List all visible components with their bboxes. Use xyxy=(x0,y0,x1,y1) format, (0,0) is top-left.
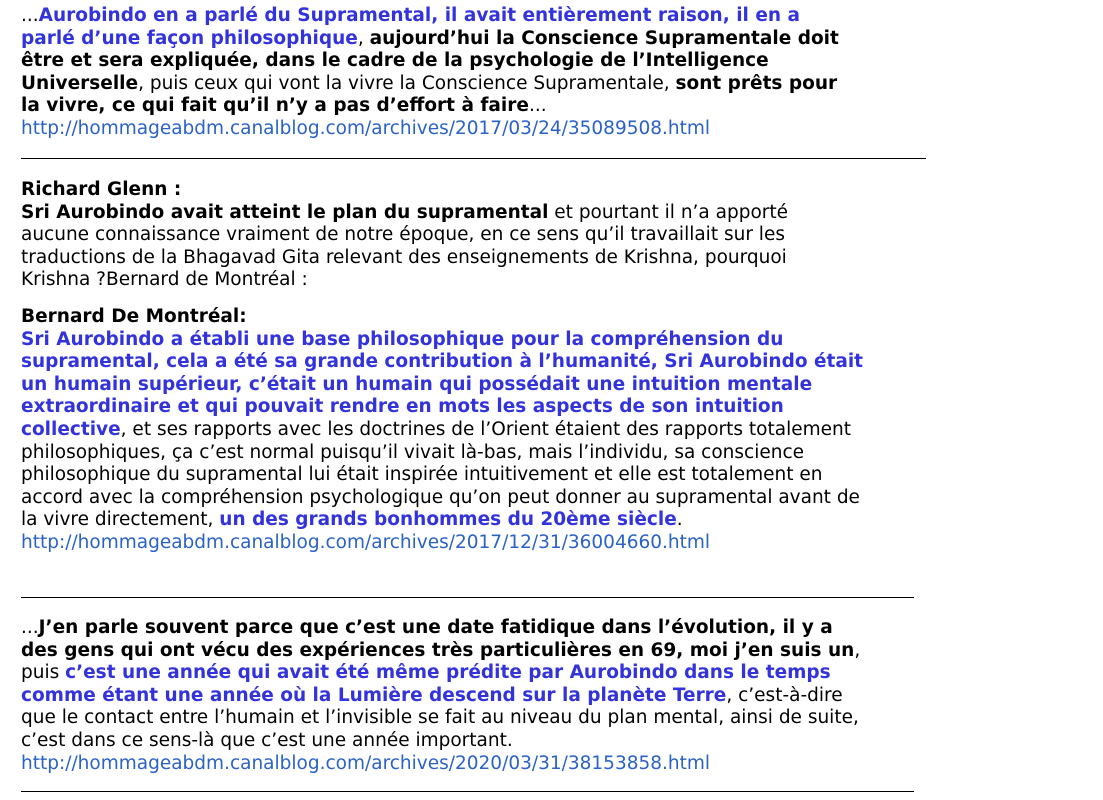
bold-text: sont prêts pour la vivre, ce qui fait qu’il n’y a pas d’effort à faire xyxy=(21,72,838,117)
plain-text: , et ses rapports avec les doctrines de l’Orient étaient des rapports totalement philosophiques, ça c’est normal puisqu’il vivait là-bas, mais l’individu, sa conscience philosophique du supramental lui était inspirée intuitivement et elle est totalement en accord avec la compréhension psychologique qu’on peut donner au supramental avant de la vivre directement, xyxy=(21,418,860,531)
speaker-name: Richard Glenn : xyxy=(21,179,182,200)
quote-paragraph-1 xyxy=(21,5,851,118)
ellipsis: ... xyxy=(528,95,547,117)
bold-text: J’en parle souvent parce que c’est une date fatidique dans l’évolution, il y a des gens qui ont vécu des expériences très particulières en 69, moi j’en suis un xyxy=(21,617,855,661)
emphasis-text: Sri Aurobindo a établi une base philosophique pour la compréhension du supramental, cela a été sa grande contribution à l’humanité, Sri Aurobindo était un humain supérieur, c’était un humain qui possédait une intuition mentale extraordinaire et qui pouvait rendre en mots les aspects de son intuition collective xyxy=(21,328,864,440)
quote-block-1 xyxy=(21,5,881,140)
question-paragraph xyxy=(21,202,841,292)
plain-text: , xyxy=(357,27,370,49)
plain-text: , puis xyxy=(21,639,861,684)
source-link-3[interactable]: http://hommageabdm.canalblog.com/archives/2020/03/31/38153858.html xyxy=(21,752,711,774)
speaker-name: Bernard De Montréal: xyxy=(21,306,247,327)
separator-rule-1 xyxy=(21,158,926,159)
emphasis-text: un des grands bonhommes du 20ème siècle xyxy=(219,509,677,531)
answer-paragraph xyxy=(21,329,871,532)
bold-text: Sri Aurobindo avait atteint le plan du supramental xyxy=(21,201,549,223)
dialogue-answer xyxy=(21,306,881,554)
plain-text: , c’est-à-dire que le contact entre l’humain et l’invisible se fait au niveau du plan mental, ainsi de suite, c’est dans ce sens-là que c’est une année important. xyxy=(21,684,859,751)
ellipsis: ... xyxy=(21,5,39,26)
quote-block-4 xyxy=(21,617,881,775)
plain-text: et pourtant il n’a apporté aucune connaissance vraiment de notre époque, en ce sens qu’il travaillait sur les traductions de la Bhagavad Gita relevant des enseignements de Krishna, pourquoi Krishna ?Bernard de Montréal : xyxy=(21,201,789,291)
bold-text: aujourd’hui la Conscience Supramentale doit être et sera expliquée, dans le cadre de la psychologie de l’Intelligence Universelle xyxy=(21,27,839,94)
emphasis-text: c’est une année qui avait été même prédite par Aurobindo dans le temps comme étant une année où la Lumière descend sur la planète Terre xyxy=(21,662,831,706)
quote-paragraph-4 xyxy=(21,617,873,753)
separator-rule-2 xyxy=(21,597,914,598)
plain-text: . xyxy=(676,509,683,531)
source-link-2[interactable]: http://hommageabdm.canalblog.com/archives/2017/12/31/36004660.html xyxy=(21,531,711,553)
source-link-1[interactable]: http://hommageabdm.canalblog.com/archives/2017/03/24/35089508.html xyxy=(21,117,711,139)
emphasis-text: Aurobindo en a parlé du Supramental, il avait entièrement raison, il en a parlé d’une façon philosophique xyxy=(21,5,800,49)
plain-text: , puis ceux qui vont la vivre la Conscience Supramentale, xyxy=(138,72,676,94)
ellipsis: ... xyxy=(21,617,39,638)
dialogue-question xyxy=(21,179,881,292)
separator-rule-3 xyxy=(21,791,914,792)
